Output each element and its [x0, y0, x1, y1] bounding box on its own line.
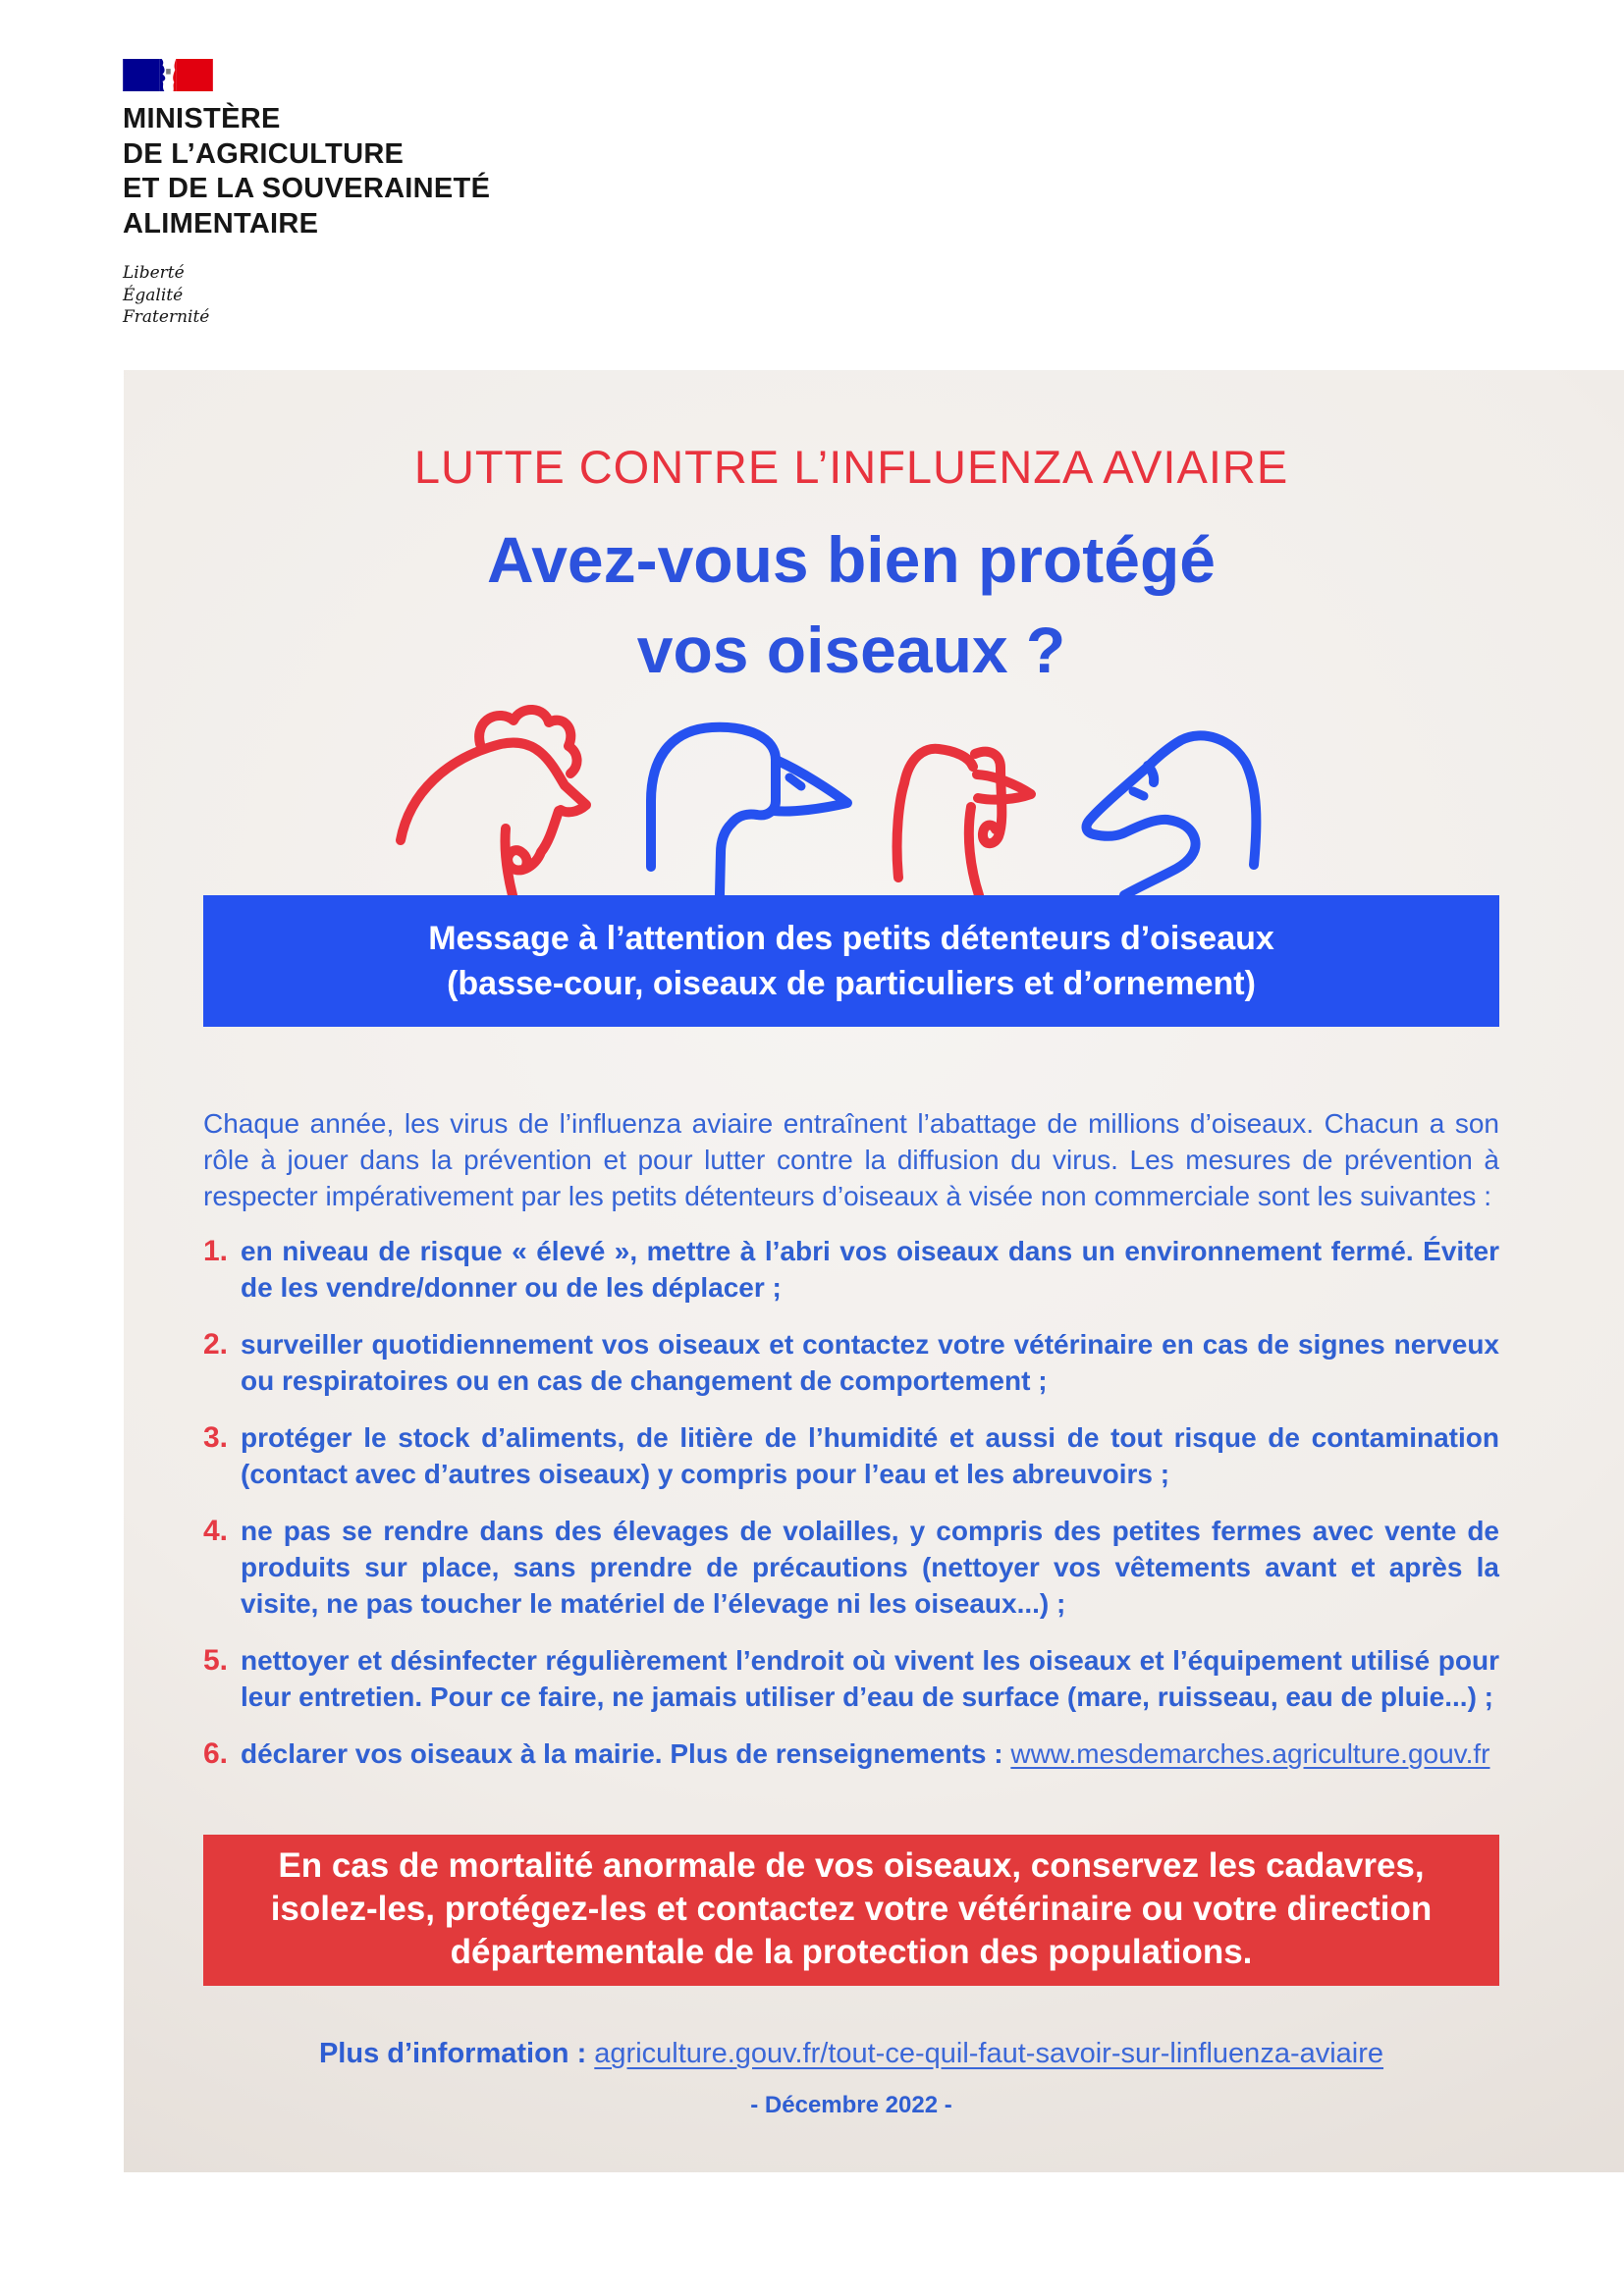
ministry-line: ALIMENTAIRE [123, 207, 319, 240]
french-flag-marianne-icon [123, 59, 213, 91]
item-text: surveiller quotidiennement vos oiseaux et contactez votre vétérinaire en cas de signes nerveux ou respiratoires ou en cas de changement de comportement ; [241, 1329, 1499, 1396]
list-item [203, 1642, 1499, 1715]
audience-banner-line-1: Message à l’attention des petits détenteurs d’oiseaux [428, 920, 1274, 957]
motto-line: Égalité [123, 285, 184, 305]
item-number: 3. [203, 1421, 229, 1454]
intro-paragraph: Chaque année, les virus de l’influenza aviaire entraînent l’abattage de millions d’oiseaux. Chacun a son rôle à jouer dans la prévention et pour lutter contre la diffusion du virus. Les mesures de prévention à respecter impérativement par les petits détenteurs d’oiseaux à visée non commerciale sont les suivantes : [203, 1108, 1499, 1211]
list-item [203, 1326, 1499, 1399]
item-number: 4. [203, 1515, 229, 1547]
motto-line: Liberté [123, 263, 185, 283]
page-title-line-2: vos oiseaux ? [636, 614, 1066, 686]
list-item [203, 1513, 1499, 1622]
ministry-name [123, 102, 490, 241]
item-text-before-link: déclarer vos oiseaux à la mairie. Plus de renseignements : [241, 1738, 1011, 1769]
chicken-icon [401, 710, 586, 895]
item-number: 5. [203, 1644, 229, 1677]
kicker-title: LUTTE CONTRE L’INFLUENZA AVIAIRE [413, 441, 1289, 493]
item-number: 6. [203, 1737, 229, 1770]
government-logo [123, 59, 490, 329]
goose-icon [651, 727, 847, 894]
ministry-line: ET DE LA SOUVERAINETÉ [123, 173, 491, 204]
more-info-line [203, 2035, 1499, 2072]
alert-line-2: isolez-les, protégez-les et contactez votre vétérinaire ou votre direction [270, 1890, 1433, 1928]
mortality-alert-banner [203, 1835, 1499, 1986]
republic-motto [123, 262, 490, 329]
page-title [203, 514, 1499, 695]
item-number: 2. [203, 1328, 229, 1361]
list-item [203, 1419, 1499, 1492]
audience-banner [203, 895, 1499, 1027]
alert-line-3: départementale de la protection des populations. [450, 1933, 1253, 1971]
item-text: ne pas se rendre dans des élevages de volailles, y compris des petites fermes avec vente de produits sur place, sans prendre de précautions (nettoyer vos vêtements avant et après la visite, ne pas toucher le matériel de l’élevage ni les oiseaux...) ; [241, 1516, 1499, 1619]
item-text: protéger le stock d’aliments, de litière de l’humidité et aussi de tout risque de contamination (contact avec d’autres oiseaux) y compris pour l’eau et les abreuvoirs ; [241, 1422, 1499, 1489]
ministry-line: DE L’AGRICULTURE [123, 137, 405, 170]
item-text: en niveau de risque « élevé », mettre à l’abri vos oiseaux dans un environnement fermé. Éviter de les vendre/donner ou de les déplacer ; [241, 1236, 1499, 1303]
duck-icon [1087, 735, 1257, 895]
page-title-line-1: Avez-vous bien protégé [486, 523, 1217, 596]
birds-illustration [203, 703, 1499, 895]
agriculture-gouv-link[interactable]: agriculture.gouv.fr/tout-ce-quil-faut-savoir-sur-linfluenza-aviaire [594, 2038, 1384, 2069]
item-text: nettoyer et désinfecter régulièrement l’endroit où vivent les oiseaux et l’équipement utilisé pour leur entretien. Pour ce faire, ne jamais utiliser d’eau de surface (mare, ruisseau, eau de pluie...) ; [241, 1645, 1499, 1712]
ministry-line: MINISTÈRE [123, 103, 281, 134]
item-number: 1. [203, 1235, 229, 1267]
item-text [241, 1735, 1499, 1772]
poster-card [124, 370, 1624, 2172]
measures-list [203, 1233, 1499, 1772]
mesdemarches-link[interactable]: www.mesdemarches.agriculture.gouv.fr [1010, 1738, 1490, 1769]
audience-banner-line-2: (basse-cour, oiseaux de particuliers et d’ornement) [447, 965, 1256, 1002]
list-item [203, 1735, 1499, 1772]
list-item [203, 1233, 1499, 1306]
turkey-icon [897, 749, 1031, 895]
publication-date: - Décembre 2022 - [750, 2092, 952, 2118]
more-info-label: Plus d’information : [318, 2038, 587, 2069]
motto-line: Fraternité [123, 307, 210, 327]
alert-line-1: En cas de mortalité anormale de vos oiseaux, conservez les cadavres, [278, 1846, 1425, 1885]
